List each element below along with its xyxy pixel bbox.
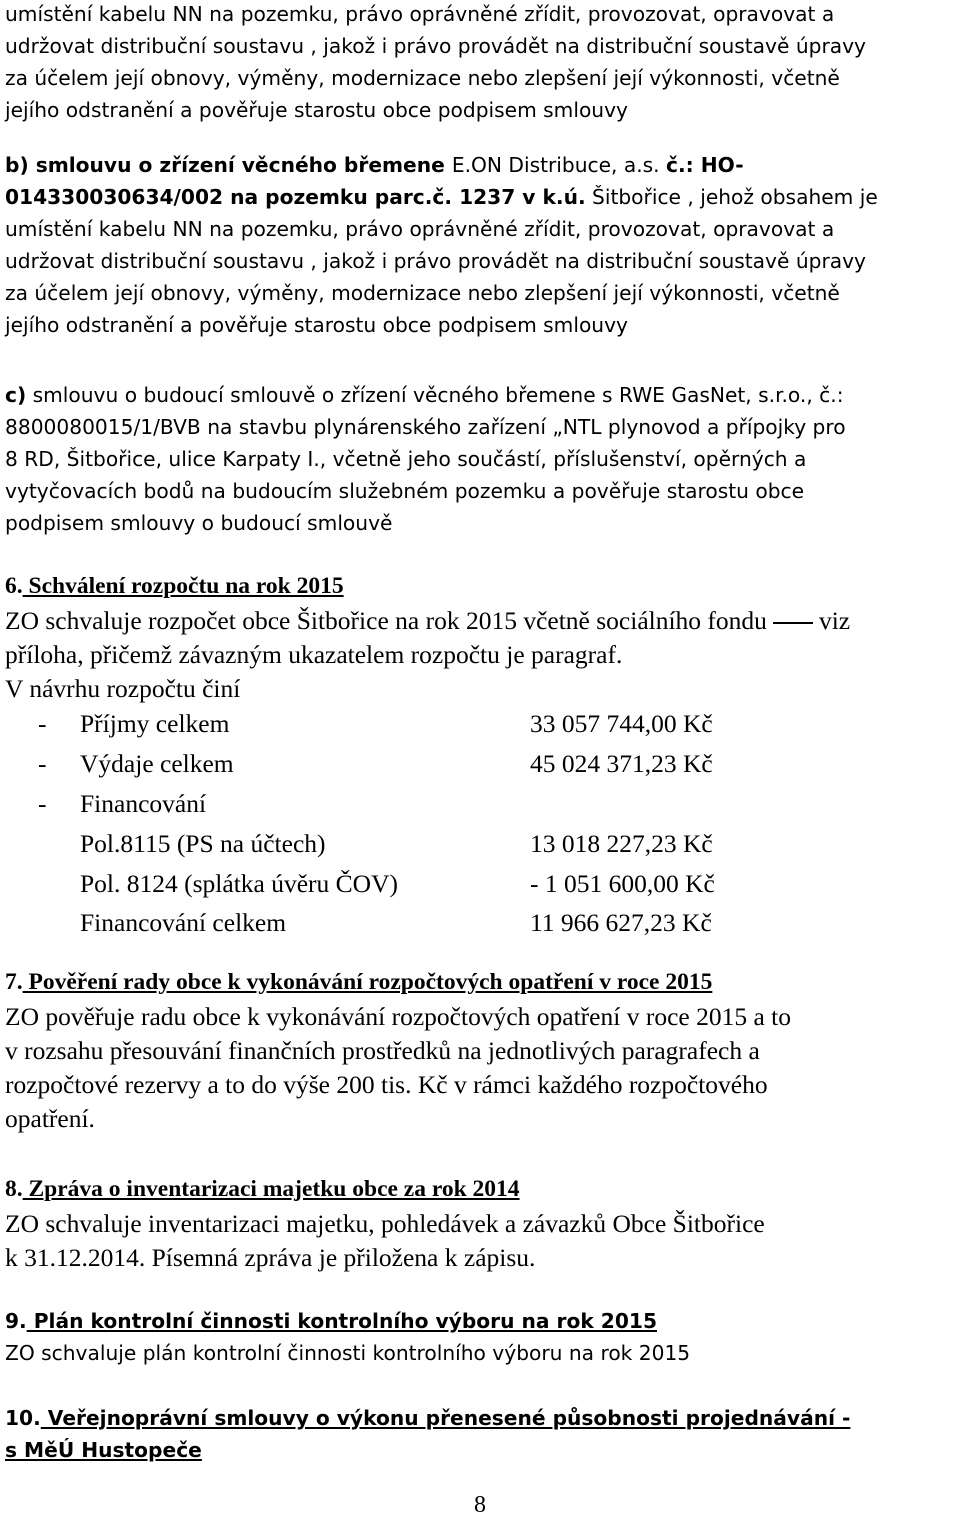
item-c-line4: vytyčovacích bodů na budoucím služebném pozemku a pověřuje starostu obce <box>5 479 805 503</box>
text-line: umístění kabelu NN na pozemku, právo oprávněné zřídit, provozovat, opravovat a <box>5 2 835 26</box>
budget-label: Příjmy celkem <box>80 709 230 738</box>
section-7-body <box>5 1000 960 1136</box>
budget-label: Pol. 8124 (splátka úvěru ČOV) <box>80 869 399 898</box>
section-title: Zpráva o inventarizaci majetku obce za rok 2014 <box>22 1176 520 1202</box>
text-line: jejího odstranění a pověřuje starostu obce podpisem smlouvy <box>5 313 628 337</box>
text-line: opatření. <box>5 1104 95 1133</box>
section-title: Veřejnoprávní smlouvy o výkonu přenesené působnosti projednávání - <box>40 1406 851 1430</box>
item-c-line3: 8 RD, Šitbořice, ulice Karpaty I. <box>5 447 320 471</box>
budget-value: 13 018 227,23 Kč <box>530 829 713 858</box>
text-line: udržovat distribuční soustavu , jakož i právo provádět na distribuční soustavě úpravy <box>5 34 867 58</box>
text-line: viz <box>818 606 851 635</box>
budget-label: Financování celkem <box>80 908 287 937</box>
text-line: ZO schvaluje inventarizaci majetku, pohledávek a závazků Obce Šitbořice <box>5 1209 765 1238</box>
section-number: 8. <box>5 1176 23 1202</box>
item-label: b) <box>5 153 29 177</box>
budget-value: 45 024 371,23 Kč <box>530 749 713 778</box>
section-8-heading <box>5 1173 960 1205</box>
item-b <box>5 149 960 341</box>
text-line: ZO schvaluje rozpočet obce Šitbořice na rok 2015 včetně sociálního fondu <box>5 606 767 635</box>
text-line: za účelem její obnovy, výměny, modernizace nebo zlepšení její výkonnosti, včetně <box>5 281 840 305</box>
budget-dash: - <box>38 789 47 818</box>
text-line: jejího odstranění a pověřuje starostu obce podpisem smlouvy <box>5 98 628 122</box>
budget-label: Pol.8115 (PS na účtech) <box>80 829 326 858</box>
budget-label: Výdaje celkem <box>80 749 234 778</box>
item-c-line1: smlouvu o budoucí smlouvě o zřízení věcného břemene s RWE GasNet, s.r.o., č.: <box>26 383 844 407</box>
section-title: Pověření rady obce k vykonávání rozpočtových opatření v roce 2015 <box>22 969 713 995</box>
item-c-line2: 8800080015/1/BVB na stavbu plynárenského zařízení „NTL plynovod a přípojky pro <box>5 415 846 439</box>
section-number: 10. <box>5 1406 41 1430</box>
item-b-company: E.ON Distribuce, a.s. <box>451 153 667 177</box>
section-10-heading <box>5 1402 960 1466</box>
budget-dash: - <box>38 749 47 778</box>
section-9-heading <box>5 1305 960 1337</box>
item-b-title: smlouvu o zřízení věcného břemene <box>28 153 452 177</box>
section-title: Plán kontrolní činnosti kontrolního výboru na rok 2015 <box>26 1309 657 1333</box>
text-line: umístění kabelu NN na pozemku, právo oprávněné zřídit, provozovat, opravovat a <box>5 217 835 241</box>
top-paragraph <box>5 0 960 126</box>
item-b-ref: č.: HO- <box>666 153 744 177</box>
section-number: 6. <box>5 573 23 599</box>
text-line: ZO pověřuje radu obce k vykonávání rozpočtových opatření v roce 2015 a to <box>5 1002 791 1031</box>
budget-value: - 1 051 600,00 Kč <box>530 869 715 898</box>
section-6-heading <box>5 570 960 602</box>
text-line: k 31.12.2014. Písemná zpráva je přiložena k zápisu. <box>5 1243 536 1272</box>
budget-label: Financování <box>80 789 207 818</box>
text-line: udržovat distribuční soustavu , jakož i právo provádět na distribuční soustavě úpravy <box>5 249 867 273</box>
section-7-heading <box>5 966 960 998</box>
budget-value: 11 966 627,23 Kč <box>530 908 712 937</box>
section-number: 7. <box>5 969 23 995</box>
item-label: c) <box>5 383 27 407</box>
section-title-cont: s MěÚ Hustopeče <box>5 1438 202 1462</box>
budget-value: 33 057 744,00 Kč <box>530 709 713 738</box>
page-number: 8 <box>474 1492 486 1518</box>
text-line: V návrhu rozpočtu činí <box>5 674 241 703</box>
section-title: Schválení rozpočtu na rok 2015 <box>22 573 344 599</box>
item-c <box>5 379 960 539</box>
text-line: v rozsahu přesouvání finančních prostředků na jednotlivých paragrafech a <box>5 1036 760 1065</box>
text-line: za účelem její obnovy, výměny, modernizace nebo zlepšení její výkonnosti, včetně <box>5 66 840 90</box>
section-6-body <box>5 604 960 706</box>
section-9-body <box>5 1337 960 1369</box>
item-c-line5: podpisem smlouvy o budoucí smlouvě <box>5 511 393 535</box>
text-line: příloha, přičemž závazným ukazatelem rozpočtu je paragraf. <box>5 640 623 669</box>
dash-rule <box>773 622 813 624</box>
item-c-line3-rest: , včetně jeho součástí, příslušenství, opěrných a <box>319 447 807 471</box>
item-b-ref-cont: 014330030634/002 na pozemku parc.č. 1237 v k.ú. <box>5 185 586 209</box>
budget-dash: - <box>38 709 47 738</box>
text-line: ZO schvaluje plán kontrolní činnosti kontrolního výboru na rok 2015 <box>5 1341 691 1365</box>
item-b-text: Šitbořice , jehož obsahem je <box>585 185 878 209</box>
section-number: 9. <box>5 1309 27 1333</box>
text-line: rozpočtové rezervy a to do výše 200 tis. Kč v rámci každého rozpočtového <box>5 1070 768 1099</box>
section-8-body <box>5 1207 960 1275</box>
